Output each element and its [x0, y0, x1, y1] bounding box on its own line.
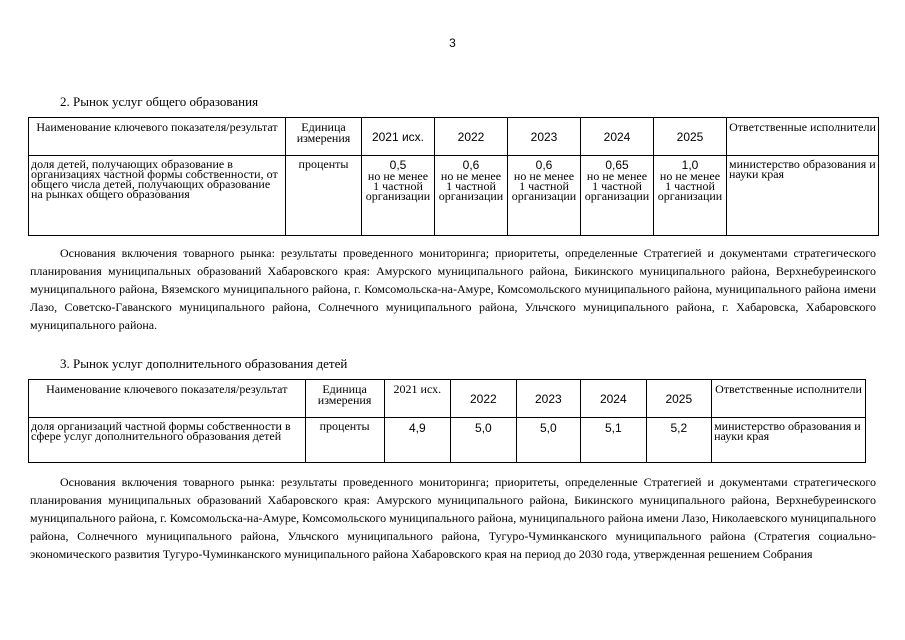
value-cell: 5,2 [646, 418, 712, 463]
unit-cell: проценты [305, 418, 384, 463]
section-3-basis: Основания включения товарного рынка: результаты проведенного мониторинга; приоритеты, определенные Стратегией и документами стратегического планирования муниципальных образований Хабаровского края: Амурского муниципального района, Бикинского муниципального района, Верхнебуреинского муниципального района, г. Комсомольска-на-Амуре, Комсомольского муниципального района, муниципального района имени Лазо, Николаевского муниципального района, Солнечного муниципального района, Ульчского муниципального района, Тугуро-Чуминканского муниципального района (Стратегия социально-экономического развития Тугуро-Чуминканского муниципального района Хабаровского края на период до 2030 года, утвержденная решением Собрания [30, 475, 876, 561]
indicator-cell: доля организаций частной формы собственности в сфере услуг дополнительного образования детей [29, 418, 306, 463]
responsible-cell: министерство образования и науки края [712, 418, 866, 463]
header-unit: Единица измерения [286, 118, 362, 156]
section-3-table [28, 379, 866, 463]
value-cell: 5,1 [581, 418, 647, 463]
value-cell: 5,0 [451, 418, 517, 463]
value-note: но не менее 1 частной организации [657, 169, 723, 203]
table-header-row [29, 380, 866, 418]
header-indicator: Наименование ключевого показателя/результат [29, 118, 286, 156]
value: 1,0 [681, 158, 699, 172]
value-cell [581, 156, 654, 236]
table-row [29, 418, 866, 463]
header-indicator: Наименование ключевого показателя/результат [29, 380, 306, 418]
unit-cell: проценты [286, 156, 362, 236]
value-note: но не менее 1 частной организации [365, 169, 431, 203]
section-3-title: 3. Рынок услуг дополнительного образования детей [60, 356, 348, 371]
section-2-basis: Основания включения товарного рынка: результаты проведенного мониторинга; приоритеты, определенные Стратегией и документами стратегического планирования муниципальных образований Хабаровского края: Амурского муниципального района, Бикинского муниципального района, Верхнебуреинского муниципального района, Вяземского муниципального района, г. Комсомольска-на-Амуре, Комсомольского муниципального района, муниципального района имени Лазо, Советско-Гаванского муниципального района, Солнечного муниципального района, Ульчского муниципального района, г. Хабаровска, Хабаровского муниципального района. [30, 246, 876, 332]
section-2-title: 2. Рынок услуг общего образования [60, 94, 259, 109]
value-note: но не менее 1 частной организации [511, 169, 577, 203]
value: 0,6 [462, 158, 480, 172]
header-unit: Единица измерения [305, 380, 384, 418]
header-year: 2024 [581, 380, 647, 418]
value-cell [508, 156, 581, 236]
value-cell [654, 156, 727, 236]
table-header-row [29, 118, 879, 156]
header-responsible: Ответственные исполнители [727, 118, 879, 156]
value-cell: 5,0 [516, 418, 580, 463]
header-responsible: Ответственные исполнители [712, 380, 866, 418]
section-2-table [28, 117, 879, 236]
table-row [29, 156, 879, 236]
value-cell: 4,9 [384, 418, 451, 463]
header-year: 2021 исх. [362, 118, 435, 156]
value: 0,5 [389, 158, 407, 172]
header-year: 2025 [646, 380, 712, 418]
indicator-cell: доля детей, получающих образование в организациях частной формы собственности, от общего числа детей, получающих образование на рынках общего образования [29, 156, 286, 236]
header-year: 2022 [435, 118, 508, 156]
value-note: но не менее 1 частной организации [584, 169, 650, 203]
page-number: 3 [449, 36, 456, 50]
header-year: 2023 [508, 118, 581, 156]
value: 0,6 [535, 158, 553, 172]
header-year: 2024 [581, 118, 654, 156]
header-year: 2021 исх. [384, 380, 451, 418]
value-note: но не менее 1 частной организации [438, 169, 504, 203]
value-cell [435, 156, 508, 236]
value-cell [362, 156, 435, 236]
header-year: 2022 [451, 380, 517, 418]
responsible-cell: министерство образования и науки края [727, 156, 879, 236]
value: 0,65 [605, 158, 629, 172]
header-year: 2023 [516, 380, 580, 418]
header-year: 2025 [654, 118, 727, 156]
